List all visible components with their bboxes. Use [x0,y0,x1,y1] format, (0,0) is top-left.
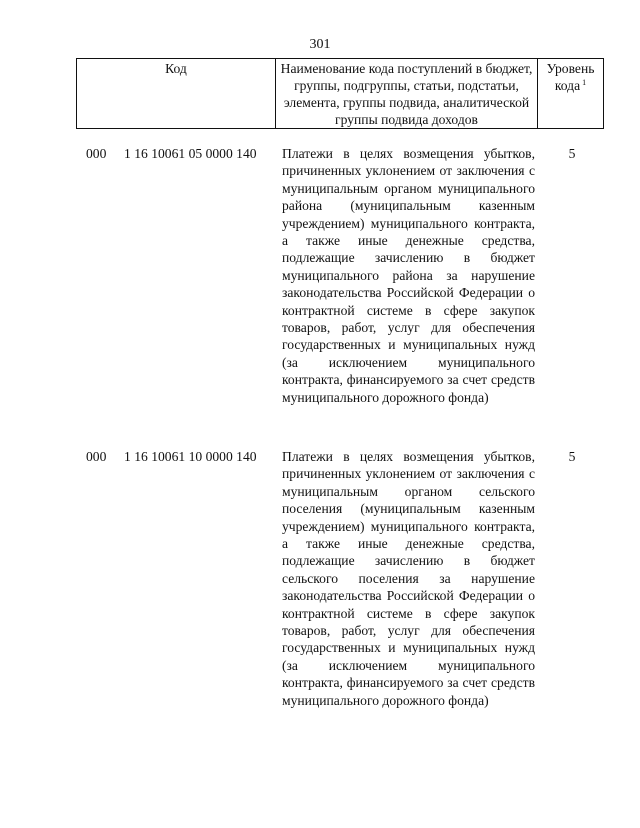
code-level: 5 [568,146,576,161]
header-code-label: Код [165,61,187,76]
header-code [77,59,276,128]
revenue-description: Платежи в целях возмещения убытков, причиненных уклонением от заключения с муниципальным органом сельского поселения (муниципальным казенным учреждением) муниципального контракта, а также иные денежные средства, подлежащие зачислению в бюджет сельского поселения за нарушение законодательства Российской Федерации о контрактной системе в сфере закупок товаров, работ, услуг для обеспечения государственных и муниципальных нужд (за исключением муниципального контракта, финансируемого за счет средств муниципального дорожного фонда) [282,449,535,708]
revenue-code: 1 16 10061 10 0000 140 [124,449,257,464]
page-number: 301 [309,37,331,52]
admin-code: 000 [86,146,107,161]
footnote-marker: 1 [582,78,587,87]
code-level: 5 [568,449,576,464]
admin-code: 000 [86,449,107,464]
revenue-code: 1 16 10061 05 0000 140 [124,146,257,161]
table-header [76,58,604,129]
header-name [276,59,538,128]
revenue-description: Платежи в целях возмещения убытков, причиненных уклонением от заключения с муниципальным органом муниципального района (муниципальным казенным учреждением) муниципального контракта, а также иные денежные средства, подлежащие зачислению в бюджет муниципального района за нарушение законодательства Российской Федерации о контрактной системе в сфере закупок товаров, работ, услуг для обеспечения государственных и муниципальных нужд (за исключением муниципального контракта, финансируемого за счет средств муниципального дорожного фонда) [282,146,535,405]
header-name-label: Наименование кода поступлений в бюджет, группы, подгруппы, статьи, подстатьи, элемента, группы подвида, аналитической группы подвида доходов [280,61,533,127]
header-level-label: Уровень кода [546,61,595,93]
header-level [538,59,603,128]
